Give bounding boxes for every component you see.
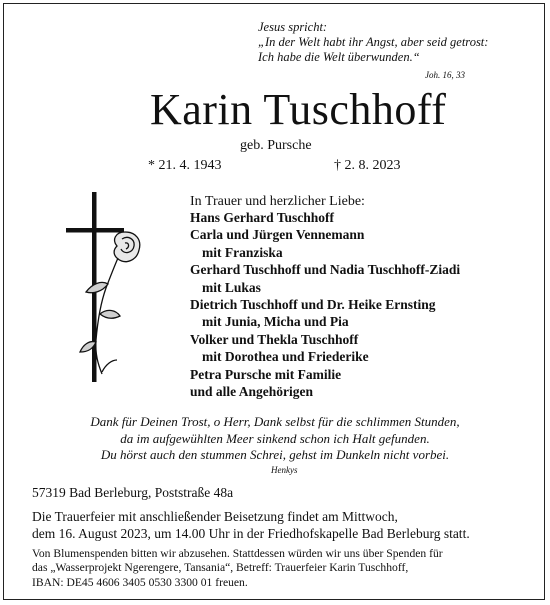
verse-source: Henkys [271, 465, 298, 475]
closing-verse [0, 414, 550, 464]
mourner-line: Volker und Thekla Tuschhoff [190, 331, 359, 347]
mourner-line: Hans Gerhard Tuschhoff [190, 210, 335, 225]
donation-line: IBAN: DE45 4606 3405 0530 3300 01 freuen. [32, 575, 248, 589]
mourner-line: Petra Pursche mit Familie [190, 366, 342, 382]
rose-icon [80, 232, 140, 374]
quote-line: Jesus spricht: [258, 20, 328, 34]
mourner-line: Gerhard Tuschhoff und Nadia Tuschhoff-Ziadi [190, 262, 461, 278]
donation-line: das „Wasserprojekt Ngerengere, Tansania“, Betreff: Trauerfeier Karin Tuschhoff, [32, 561, 409, 575]
ceremony-line: Die Trauerfeier mit anschließender Beisetzung findet am Mittwoch, [32, 509, 398, 524]
birth-name: geb. Pursche [240, 138, 312, 153]
verse-line: da im aufgewühlten Meer sinkend schon ich Halt gefunden. [120, 430, 430, 446]
donation-info [32, 547, 443, 590]
mourner-line: mit Franziska [202, 244, 283, 260]
quote-line: Ich habe die Welt überwunden.“ [258, 50, 420, 64]
quote-source: Joh. 16, 33 [425, 70, 465, 80]
mourner-line: Carla und Jürgen Vennemann [190, 227, 365, 243]
mourner-line: und alle Angehörigen [190, 384, 314, 400]
mourning-intro: In Trauer und herzlicher Liebe: [190, 194, 365, 209]
mourner-line: mit Dorothea und Friederike [202, 349, 369, 365]
ceremony-info [32, 508, 470, 542]
verse-line: Du hörst auch den stummen Schrei, gehst im Dunkeln nicht vorbei. [100, 447, 450, 462]
ceremony-line: dem 16. August 2023, um 14.00 Uhr in der Friedhofskapelle Bad Berleburg statt. [32, 526, 470, 541]
mourner-line: Dietrich Tuschhoff und Dr. Heike Ernsting [190, 297, 436, 313]
mourners-list [190, 209, 460, 400]
opening-quote [258, 20, 488, 65]
mourner-line: mit Lukas [202, 279, 261, 295]
verse-line: Dank für Deinen Trost, o Herr, Dank selbst für die schlimmen Stunden, [90, 414, 460, 429]
cross-rose-illustration [62, 192, 142, 388]
donation-line: Von Blumenspenden bitten wir abzusehen. Stattdessen würden wir uns über Spenden für [32, 547, 443, 560]
family-address: 57319 Bad Berleburg, Poststraße 48a [32, 485, 234, 500]
death-date: † 2. 8. 2023 [334, 158, 401, 173]
deceased-name: Karin Tuschhoff [150, 85, 447, 134]
mourner-line: mit Junia, Micha und Pia [202, 314, 349, 330]
birth-date: * 21. 4. 1943 [148, 158, 222, 173]
quote-line: „In der Welt habt ihr Angst, aber seid getrost: [258, 35, 489, 49]
